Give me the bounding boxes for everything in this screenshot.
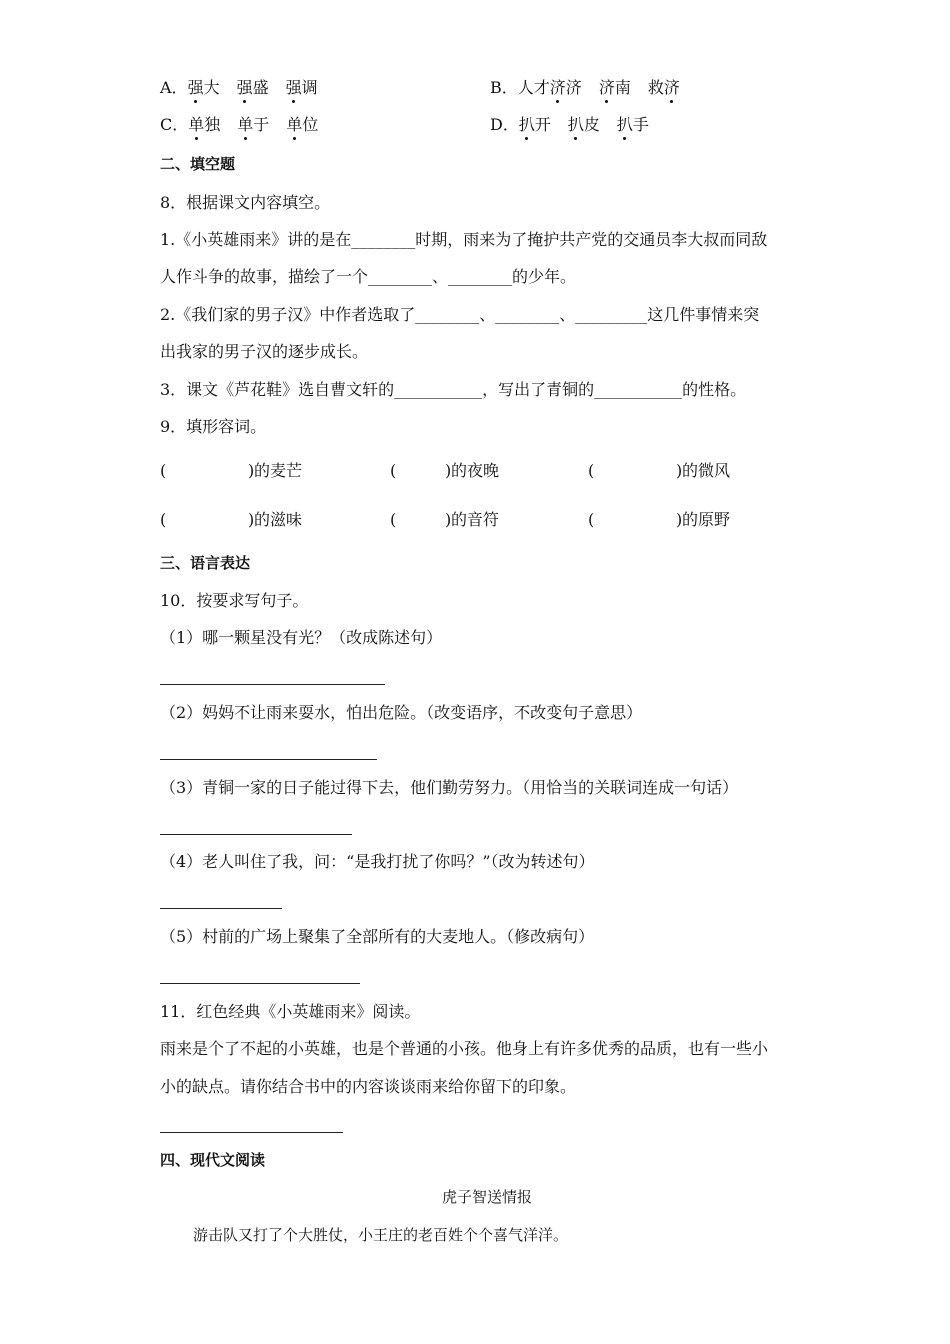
section-title-language: 三、语言表达 [160,554,251,572]
q9-item: 的原野 [682,510,731,529]
emphasis-char: 济 [663,78,680,97]
answer-line[interactable] [160,684,385,685]
emphasis-char: 强 [236,78,253,97]
option-b-words [518,78,680,97]
paren-open: ( [390,510,397,529]
q10-sub-3: （3）青铜一家的日子能过得下去，他们勤劳努力。（用恰当的关联词连成一句话） [160,778,739,797]
q8-line-2a: 2.《我们家的男子汉》中作者选取了________、________、_________这几件事情来突 [160,305,760,324]
option-c-words [188,115,318,134]
q8-line-1a: 1.《小英雄雨来》讲的是在________时期，雨来为了掩护共产党的交通员李大叔而同敌 [160,230,768,249]
option-d: D．扒开 扒皮 扒手 [490,115,649,134]
q10-stem: 10．按要求写句子。 [160,591,309,610]
option-word: 济南 [598,78,631,97]
emphasis-char: 强 [187,78,204,97]
q9-item: 的音符 [451,510,500,529]
emphasis-char: 济 [549,78,566,97]
emphasis-char: 单 [188,115,205,134]
q10-sub-1: （1）哪一颗星没有光？（改成陈述句） [160,628,443,647]
q10-sub-4: （4）老人叫住了我，问：“是我打扰了你吗？”（改为转述句） [160,852,595,871]
q11-paragraph-1: 雨来是个了不起的小英雄，也是个普通的小孩。他身上有许多优秀的品质，也有一些小 [160,1039,769,1058]
q9-stem: 9．填形容词。 [160,417,267,436]
paren-close: ) [445,510,452,529]
q11-paragraph-2: 小的缺点。请你结合书中的内容谈谈雨来给你留下的印象。 [160,1077,577,1096]
q11-stem: 11．红色经典《小英雄雨来》阅读。 [160,1002,421,1021]
section-title-fill-blank: 二、填空题 [160,155,236,173]
answer-line[interactable] [160,1132,343,1133]
answer-line[interactable] [160,759,377,760]
option-word: 扒皮 [567,115,600,134]
q9-item: 的微风 [682,461,731,480]
option-word: 强大 [187,78,220,97]
paren-close: ) [676,461,683,480]
paren-close: ) [248,510,255,529]
option-word: 扒开 [518,115,551,134]
option-a: A．强大 强盛 强调 [160,78,318,97]
article-paragraph-1: 游击队又打了个大胜仗，小王庄的老百姓个个喜气洋洋。 [193,1226,569,1244]
emphasis-char: 单 [237,115,254,134]
answer-line[interactable] [160,834,352,835]
emphasis-char: 扒 [616,115,633,134]
option-word: 单独 [188,115,221,134]
option-c: C．单独 单于 单位 [160,115,319,134]
option-word: 单位 [286,115,319,134]
section-title-reading: 四、现代文阅读 [160,1151,266,1169]
option-d-words [519,115,649,134]
option-a-words [188,78,318,97]
emphasis-char: 单 [286,115,303,134]
article-title: 虎子智送情报 [442,1188,533,1206]
q9-item: 的滋味 [254,510,303,529]
paren-close: ) [445,461,452,480]
option-b: B．人才济济 济南 救济 [490,78,680,97]
paren-close: ) [676,510,683,529]
paren-open: ( [588,510,595,529]
emphasis-char: 强 [285,78,302,97]
q10-sub-2: （2）妈妈不让雨来耍水，怕出危险。（改变语序，不改变句子意思） [160,703,643,722]
option-word: 单于 [237,115,270,134]
q9-item: 的夜晚 [451,461,500,480]
answer-line[interactable] [160,983,360,984]
paren-open: ( [160,510,167,529]
q8-line-1b: 人作斗争的故事，描绘了一个________、________的少年。 [160,267,577,286]
q8-line-3: 3．课文《芦花鞋》选自曹文轩的___________，写出了青铜的___________的性格。 [160,380,747,399]
option-word: 人才济济 [517,78,582,97]
paren-open: ( [160,461,167,480]
option-word: 强调 [285,78,318,97]
paren-open: ( [390,461,397,480]
paren-open: ( [588,461,595,480]
q10-sub-5: （5）村前的广场上聚集了全部所有的大麦地人。（修改病句） [160,927,595,946]
emphasis-char: 济 [598,78,615,97]
option-word: 强盛 [236,78,269,97]
option-word: 扒手 [616,115,649,134]
option-word: 救济 [647,78,680,97]
emphasis-char: 扒 [518,115,535,134]
emphasis-char: 扒 [567,115,584,134]
q9-item: 的麦芒 [254,461,303,480]
answer-line[interactable] [160,908,282,909]
q8-line-2b: 出我家的男子汉的逐步成长。 [160,342,369,361]
paren-close: ) [248,461,255,480]
q8-stem: 8．根据课文内容填空。 [160,193,331,212]
